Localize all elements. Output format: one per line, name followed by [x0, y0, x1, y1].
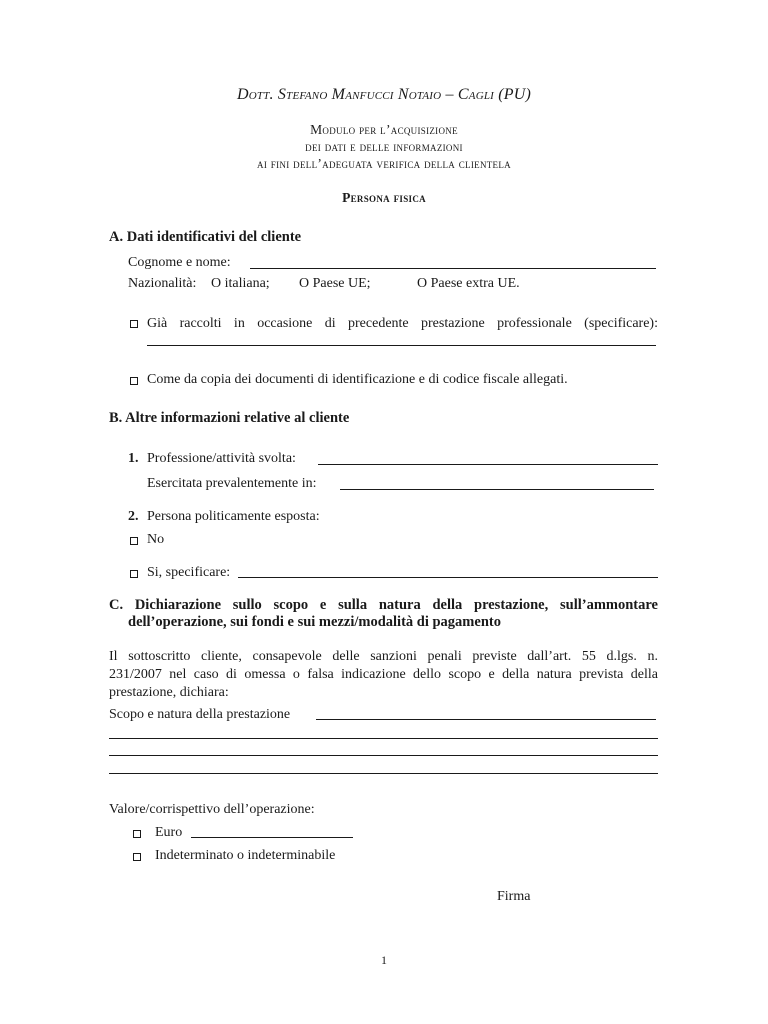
name-field[interactable] [250, 268, 656, 269]
declaration-line-1: Il sottoscritto cliente, consapevole delle sanzioni penali previste dall’art. 55 d.lgs. n. [109, 649, 658, 664]
nationality-label: Nazionalità: [128, 276, 197, 291]
subtitle-line-2: dei dati e delle informazioni [305, 139, 463, 154]
precedente-prestazione-field[interactable] [147, 345, 656, 346]
checkbox-copia-documenti[interactable] [130, 377, 138, 385]
section-c-heading-line-1: C. Dichiarazione sullo scopo e sulla natura della prestazione, sull’ammontare [109, 597, 658, 613]
checkbox-precedente-prestazione[interactable] [130, 320, 138, 328]
checkbox-pep-no[interactable] [130, 537, 138, 545]
section-a-heading: A. Dati identificativi del cliente [109, 229, 302, 245]
name-label: Cognome e nome: [128, 255, 231, 270]
item-1-number: 1. [128, 451, 139, 466]
section-b-heading: B. Altre informazioni relative al cliente [109, 410, 350, 426]
value-label: Valore/corrispettivo dell’operazione: [109, 802, 315, 817]
scope-field-line-3[interactable] [109, 755, 658, 756]
euro-label: Euro [155, 825, 183, 840]
page-number: 1 [381, 953, 387, 967]
exercised-in-field[interactable] [340, 489, 654, 490]
checkbox-copia-documenti-label: Come da copia dei documenti di identificazione e di codice fiscale allegati. [147, 372, 568, 387]
checkbox-pep-si[interactable] [130, 570, 138, 578]
nationality-option-italiana[interactable]: O italiana; [211, 276, 270, 291]
indeterminato-label: Indeterminato o indeterminabile [155, 848, 336, 863]
document-title: Dott. Stefano Manfucci Notaio – Cagli (PU) [237, 86, 531, 103]
declaration-line-3: prestazione, dichiara: [109, 685, 229, 700]
checkbox-indeterminato[interactable] [133, 853, 141, 861]
scope-label: Scopo e natura della prestazione [109, 707, 291, 722]
checkbox-euro[interactable] [133, 830, 141, 838]
signature-label: Firma [497, 889, 531, 904]
profession-label: Professione/attività svolta: [147, 451, 296, 466]
checkbox-precedente-label: Già raccolti in occasione di precedente prestazione professionale (specificare): [147, 316, 658, 331]
pep-specify-field[interactable] [238, 577, 658, 578]
subtitle-line-3: ai fini dell’adeguata verifica della clientela [257, 156, 511, 171]
declaration-line-2: 231/2007 nel caso di omessa o falsa indicazione dello scopo e della natura prevista della [109, 667, 658, 682]
item-2-number: 2. [128, 509, 139, 524]
nationality-option-paese-ue[interactable]: O Paese UE; [299, 276, 371, 291]
profession-field[interactable] [318, 464, 658, 465]
subtitle-line-1: Modulo per l’acquisizione [310, 122, 458, 137]
euro-amount-field[interactable] [191, 837, 353, 838]
pep-label: Persona politicamente esposta: [147, 509, 320, 524]
scope-field-line-4[interactable] [109, 773, 658, 774]
pep-si-label: Si, specificare: [147, 565, 231, 580]
scope-field-line-2[interactable] [109, 738, 658, 739]
exercised-in-label: Esercitata prevalentemente in: [147, 476, 317, 491]
section-c-heading-line-2: dell’operazione, sui fondi e sui mezzi/modalità di pagamento [128, 614, 501, 630]
pep-no-label: No [147, 532, 165, 547]
form-subject: Persona fisica [342, 190, 426, 205]
scope-field[interactable] [316, 719, 656, 720]
nationality-option-extra-ue[interactable]: O Paese extra UE. [417, 276, 520, 291]
